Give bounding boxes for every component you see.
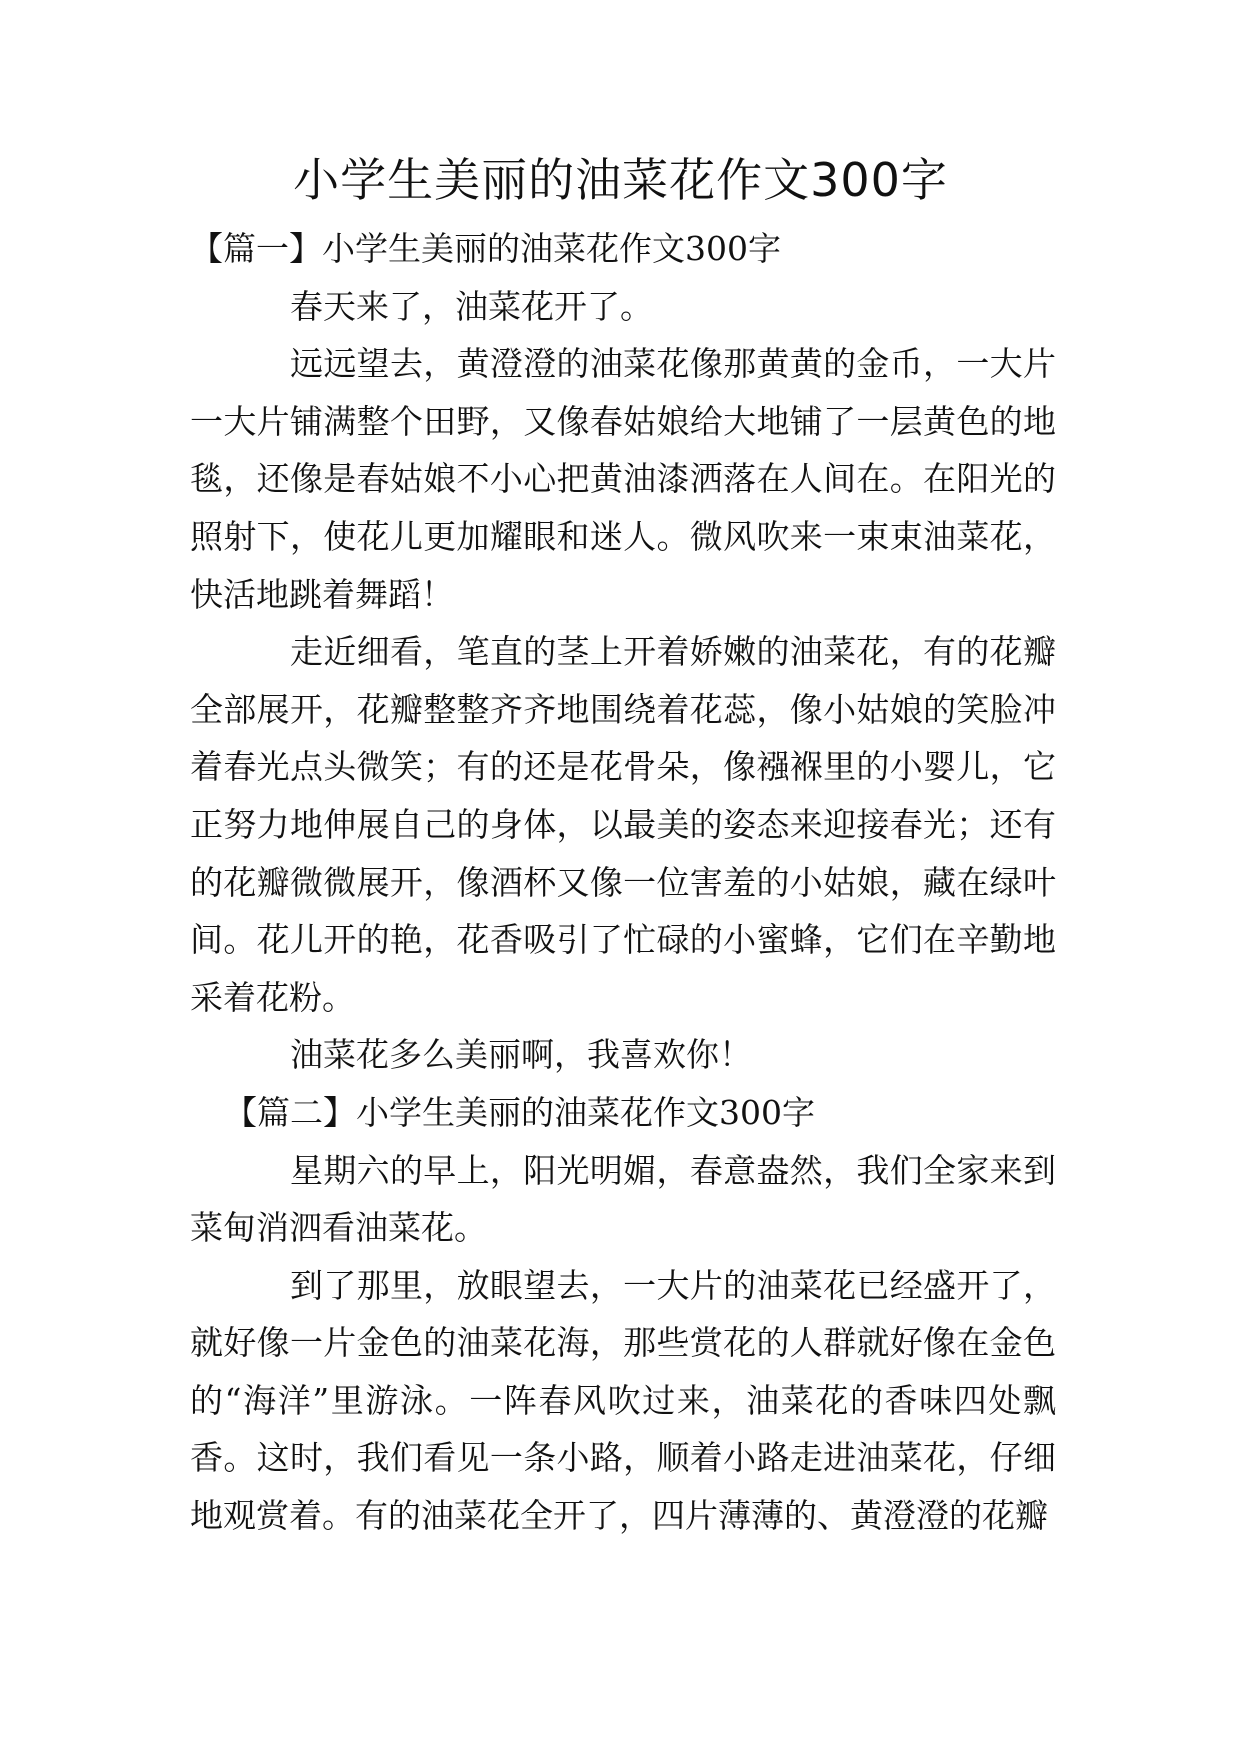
paragraph: 到了那里，放眼望去，一大片的油菜花已经盛开了，就好像一片金色的油菜花海，那些赏花的人群就好像在金色的“海洋”里游泳。一阵春风吹过来，油菜花的香味四处飘香。这时，我们看见一条小路，顺着小路走进油菜花，仔细地观赏着。有的油菜花全开了，四片薄薄的、黄澄澄的花瓣 (190, 1265, 1056, 1536)
section-heading-2: 【篇二】小学生美丽的油菜花作文300字 (224, 1092, 815, 1132)
section-heading-1: 【篇一】小学生美丽的油菜花作文300字 (190, 229, 781, 268)
document-body (190, 220, 1056, 1545)
paragraph: 春天来了，油菜花开了。 (290, 286, 653, 326)
document-title: 小学生美丽的油菜花作文300字 (293, 153, 948, 207)
paragraph: 远远望去，黄澄澄的油菜花像那黄黄的金币，一大片一大片铺满整个田野，又像春姑娘给大地铺了一层黄色的地毯，还像是春姑娘不小心把黄油漆洒落在人间在。在阳光的照射下，使花儿更加耀眼和迷人。微风吹来一束束油菜花，快活地跳着舞蹈！ (190, 344, 1056, 614)
paragraph: 油菜花多么美丽啊，我喜欢你！ (290, 1035, 752, 1075)
paragraph: 走近细看，笔直的茎上开着娇嫩的油菜花，有的花瓣全部展开，花瓣整整齐齐地围绕着花蕊，像小姑娘的笑脸冲着春光点头微笑；有的还是花骨朵，像襁褓里的小婴儿，它正努力地伸展自己的身体，以最美的姿态来迎接春光；还有的花瓣微微展开，像酒杯又像一位害羞的小姑娘，藏在绿叶间。花儿开的艳，花香吸引了忙碌的小蜜蜂，它们在辛勤地采着花粉。 (190, 632, 1056, 1017)
paragraph: 星期六的早上，阳光明媚，春意盎然，我们全家来到菜甸消泗看油菜花。 (190, 1150, 1056, 1248)
